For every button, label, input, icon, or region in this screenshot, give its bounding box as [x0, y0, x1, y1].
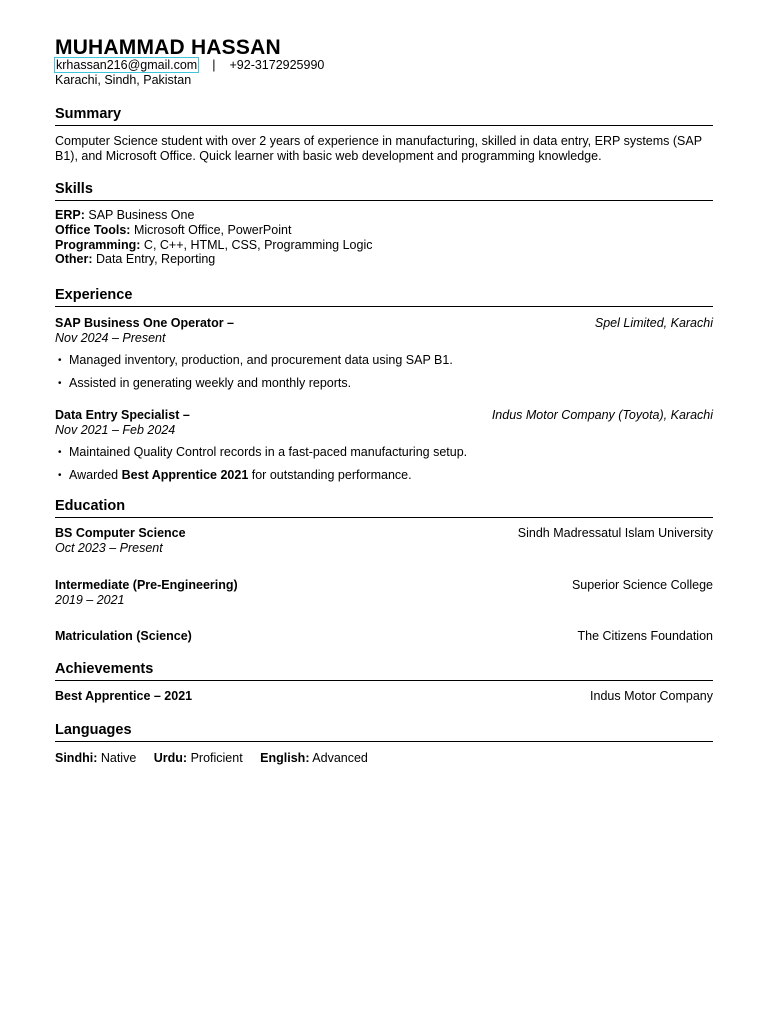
- job-role: SAP Business One Operator –: [55, 316, 234, 331]
- skill-item-other: [55, 252, 713, 267]
- skill-value: SAP Business One: [88, 208, 195, 223]
- languages-list: [55, 751, 713, 766]
- degree-name: Intermediate (Pre-Engineering): [55, 578, 238, 593]
- degree-name: BS Computer Science: [55, 526, 186, 541]
- language-level: Advanced: [312, 751, 368, 766]
- education-dates: Oct 2023 – Present: [55, 541, 163, 556]
- skill-key: ERP:: [55, 208, 85, 223]
- language-name: English:: [260, 751, 310, 766]
- email-link[interactable]: krhassan216@gmail.com: [56, 58, 198, 72]
- education-heading: Education: [55, 498, 713, 518]
- job-dates: Nov 2021 – Feb 2024: [55, 423, 176, 438]
- job-bullets: [55, 445, 713, 483]
- language-item: [55, 751, 136, 765]
- education-dates: 2019 – 2021: [55, 593, 125, 608]
- candidate-name: MUHAMMAD HASSAN: [55, 36, 281, 59]
- education-header: [55, 526, 713, 541]
- skill-value: C, C++, HTML, CSS, Programming Logic: [143, 237, 373, 252]
- location: Karachi, Sindh, Pakistan: [55, 73, 192, 87]
- skill-item-erp: [55, 208, 713, 223]
- skill-value: Data Entry, Reporting: [95, 252, 216, 267]
- language-name: Sindhi:: [55, 751, 98, 766]
- job-entry: [55, 408, 713, 483]
- summary-heading: Summary: [55, 106, 713, 126]
- achievements-heading: Achievements: [55, 661, 713, 681]
- experience-heading: Experience: [55, 287, 713, 307]
- skill-value: Microsoft Office, PowerPoint: [133, 222, 292, 237]
- language-level: Proficient: [190, 751, 243, 766]
- job-header: [55, 408, 713, 423]
- school-name: The Citizens Foundation: [577, 629, 713, 644]
- award-prefix: Awarded: [69, 468, 122, 483]
- languages-section: [55, 722, 713, 766]
- achievement-org: Indus Motor Company: [590, 689, 713, 704]
- school-name: Superior Science College: [571, 578, 713, 593]
- job-company: Spel Limited, Karachi: [594, 316, 713, 331]
- skill-item-office-tools: [55, 223, 713, 238]
- job-bullets: [55, 353, 713, 391]
- language-item: [154, 751, 243, 765]
- job-dates: Nov 2024 – Present: [55, 331, 166, 346]
- language-level: Native: [100, 751, 137, 766]
- language-item: [260, 751, 368, 765]
- skill-item-programming: [55, 238, 713, 253]
- achievements-section: [55, 661, 713, 704]
- job-company: Indus Motor Company (Toyota), Karachi: [491, 408, 713, 423]
- education-entry: [55, 578, 713, 608]
- contact-separator: |: [212, 58, 216, 72]
- achievement-name: Best Apprentice – 2021: [55, 689, 193, 704]
- job-bullet-award: [55, 468, 713, 483]
- skills-list: [55, 208, 713, 266]
- languages-heading: Languages: [55, 722, 713, 742]
- skill-key: Programming:: [55, 237, 141, 252]
- summary-text: Computer Science student with over 2 years of experience in manufacturing, skilled in data entry, ERP systems (SAP B1), and Microsoft Office. Quick learner with basic web development and programming knowledge.: [55, 134, 702, 163]
- skill-key: Other:: [55, 252, 93, 267]
- job-bullet: • Assisted in generating weekly and monthly reports.: [55, 376, 713, 391]
- skills-section: [55, 181, 713, 267]
- degree-name: Matriculation (Science): [55, 629, 192, 644]
- school-name: Sindh Madressatul Islam University: [517, 526, 713, 541]
- job-bullet: • Maintained Quality Control records in a fast-paced manufacturing setup.: [55, 445, 713, 460]
- phone-number: +92-3172925990: [229, 58, 325, 72]
- language-name: Urdu:: [153, 751, 188, 766]
- education-entry: [55, 629, 713, 644]
- skills-heading: Skills: [55, 181, 713, 201]
- education-entry: [55, 526, 713, 556]
- education-section: [55, 498, 713, 644]
- job-bullet: • Managed inventory, production, and procurement data using SAP B1.: [55, 353, 713, 368]
- award-title: Best Apprentice 2021: [121, 468, 249, 483]
- job-entry: [55, 316, 713, 391]
- summary-section: [55, 106, 713, 163]
- achievement-item: [55, 689, 713, 704]
- job-role: Data Entry Specialist –: [55, 408, 190, 423]
- award-suffix: for outstanding performance.: [248, 468, 412, 483]
- job-header: [55, 316, 713, 331]
- education-header: [55, 578, 713, 593]
- education-header: [55, 629, 713, 644]
- experience-section: [55, 287, 713, 483]
- skill-key: Office Tools:: [55, 222, 131, 237]
- contact-line: [55, 58, 324, 73]
